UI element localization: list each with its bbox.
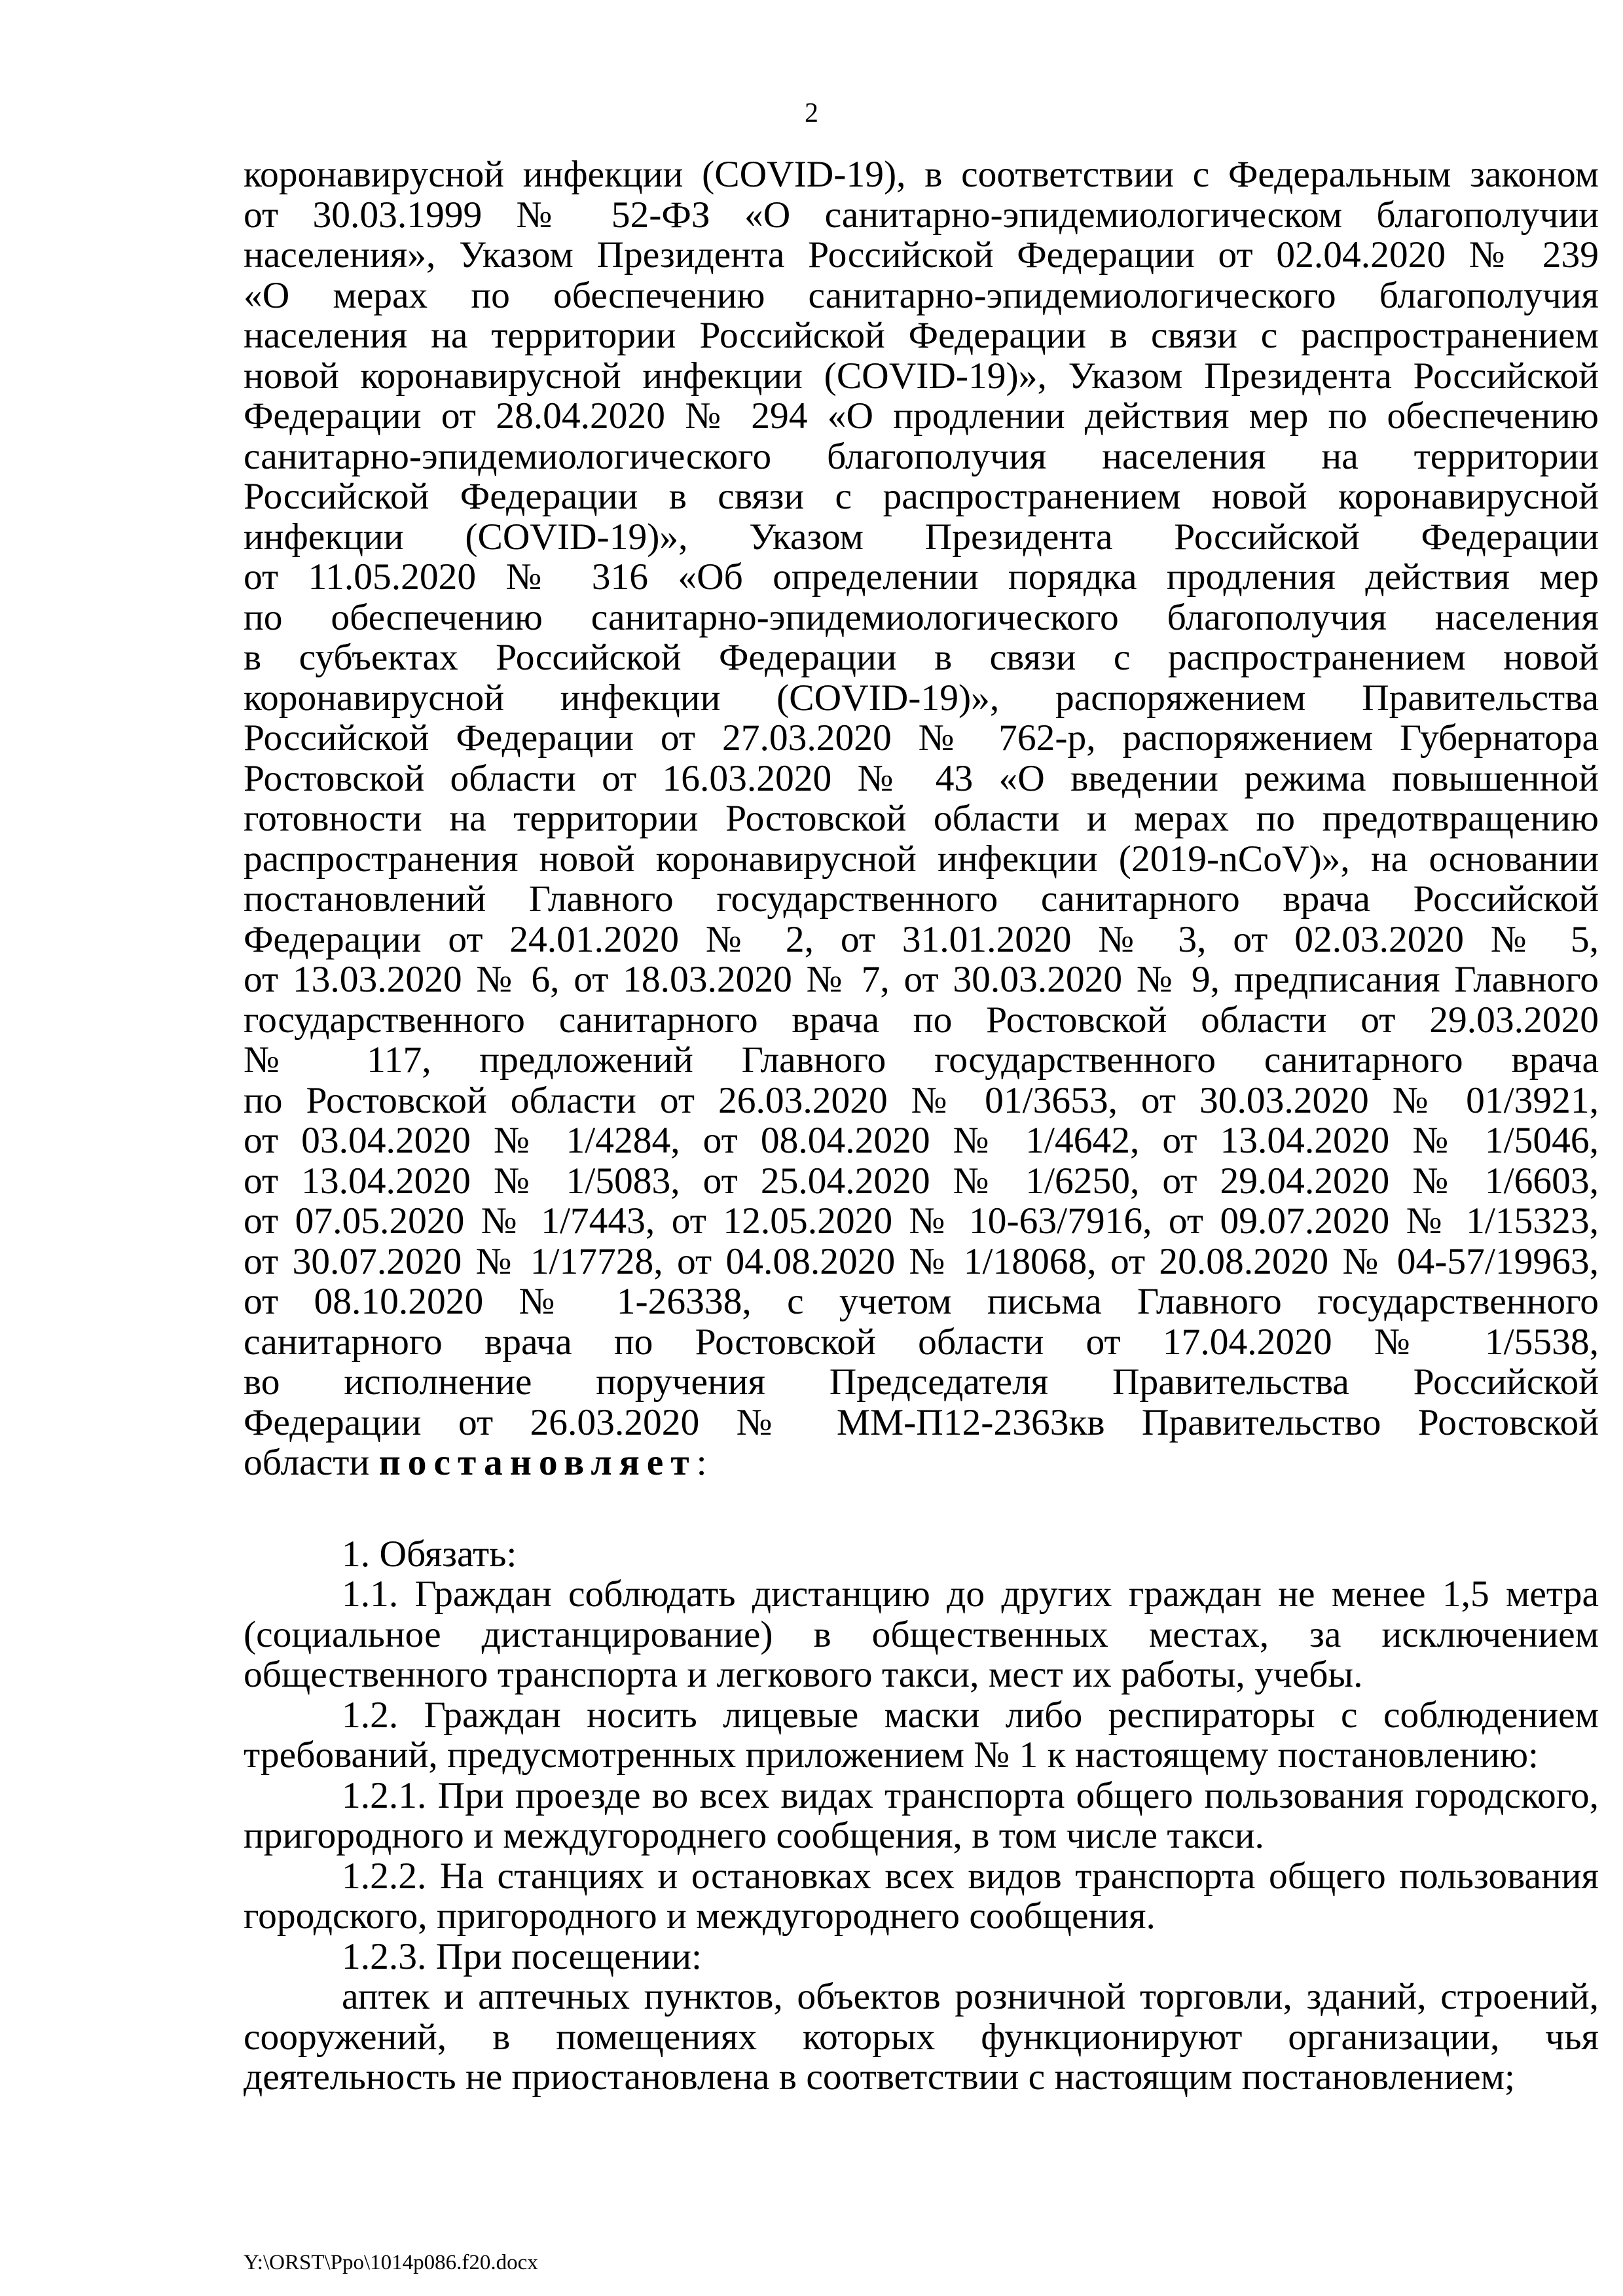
preamble-line: от 30.03.1999 № 52-ФЗ «О санитарно-эпидемиологическом благополучии [244,194,1599,236]
preamble-line: санитарного врача по Ростовской области от 17.04.2020 № 1/5538, [244,1321,1599,1363]
paragraph-1-2: 1.2. Граждан носить лицевые маски либо респираторы с соблюдением требований, предусмотренных приложением № 1 к настоящему постановлению: [244,1694,1599,1776]
paragraph-1-2-3: 1.2.3. При посещении: [342,1935,702,1977]
paragraph-1-2-1: 1.2.1. При проезде во всех видах транспорта общего пользования городского, пригородного и междугороднего сообщения, в том числе такси. [244,1774,1599,1856]
preamble-line: населения», Указом Президента Российской Федерации от 02.04.2020 № 239 [244,234,1599,276]
preamble-line: от 07.05.2020 № 1/7443, от 12.05.2020 № 10-63/7916, от 09.07.2020 № 1/15323, [244,1200,1599,1242]
preamble-line: коронавирусной инфекции (COVID-19)», распоряжением Правительства [244,677,1599,719]
preamble-line: постановлений Главного государственного санитарного врача Российской [244,878,1599,920]
preamble-line: № 117, предложений Главного государственного санитарного врача [244,1039,1599,1081]
decree-keyword: постановляет [378,1442,697,1483]
paragraph-pharmacies: аптек и аптечных пунктов, объектов розничной торговли, зданий, строений, сооружений, в помещениях которых функционируют организации, чья деятельность не приостановлена в соответствии с настоящим постановлением; [244,1976,1599,2098]
preamble-line: населения на территории Российской Федерации в связи с распространением [244,315,1599,356]
paragraph-1: 1. Обязать: [342,1533,517,1575]
preamble-last-prefix: области [244,1442,379,1483]
preamble-line: государственного санитарного врача по Ростовской области от 29.03.2020 [244,999,1599,1041]
preamble-line: от 08.10.2020 № 1-26338, с учетом письма Главного государственного [244,1281,1599,1322]
document-body [244,154,1599,2098]
preamble-line: Российской Федерации в связи с распространением новой коронавирусной [244,476,1599,517]
preamble-line: Федерации от 28.04.2020 № 294 «О продлении действия мер по обеспечению [244,395,1599,437]
paragraph-1-2-2: 1.2.2. На станциях и остановках всех видов транспорта общего пользования городского, пригородного и междугороднего сообщения. [244,1855,1599,1937]
preamble-line: от 13.03.2020 № 6, от 18.03.2020 № 7, от 30.03.2020 № 9, предписания Главного [244,959,1599,1000]
preamble-line: инфекции (COVID-19)», Указом Президента Российской Федерации [244,516,1599,558]
preamble [244,154,1599,1443]
preamble-line: в субъектах Российской Федерации в связи с распространением новой [244,637,1599,678]
preamble-line: новой коронавирусной инфекции (COVID-19)», Указом Президента Российской [244,355,1599,397]
preamble-line: от 11.05.2020 № 316 «Об определении порядка продления действия мер [244,556,1599,598]
section-gap [244,1483,1599,1534]
preamble-line: по обеспечению санитарно-эпидемиологического благополучия населения [244,596,1599,638]
preamble-line: санитарно-эпидемиологического благополучия населения на территории [244,435,1599,477]
preamble-line: Федерации от 26.03.2020 № ММ-П12-2363кв Правительство Ростовской [244,1401,1599,1443]
paragraph-1-1: 1.1. Граждан соблюдать дистанцию до других граждан не менее 1,5 метра (социальное дистанцирование) в общественных местах, за исключением общественного транспорта и легкового такси, мест их работы, учебы. [244,1573,1599,1695]
preamble-closing-line [244,1443,1599,1483]
preamble-line: готовности на территории Ростовской области и мерах по предотвращению [244,798,1599,839]
preamble-line: Ростовской области от 16.03.2020 № 43 «О введении режима повышенной [244,757,1599,799]
preamble-line: во исполнение поручения Председателя Правительства Российской [244,1361,1599,1403]
preamble-line: «О мерах по обеспечению санитарно-эпидемиологического благополучия [244,274,1599,316]
preamble-line: распространения новой коронавирусной инфекции (2019-nCoV)», на основании [244,838,1599,880]
footer-file-path: Y:\ORST\Ppo\1014p086.f20.docx [244,2251,538,2274]
preamble-line: от 30.07.2020 № 1/17728, от 04.08.2020 № 1/18068, от 20.08.2020 № 04-57/19963, [244,1240,1599,1282]
preamble-line: по Ростовской области от 26.03.2020 № 01/3653, от 30.03.2020 № 01/3921, [244,1079,1599,1121]
preamble-line: Федерации от 24.01.2020 № 2, от 31.01.2020 № 3, от 02.03.2020 № 5, [244,918,1599,960]
preamble-line: коронавирусной инфекции (COVID-19), в соответствии с Федеральным законом [244,154,1599,195]
page-number: 2 [805,98,818,128]
preamble-line: от 13.04.2020 № 1/5083, от 25.04.2020 № 1/6250, от 29.04.2020 № 1/6603, [244,1160,1599,1202]
preamble-line: Российской Федерации от 27.03.2020 № 762-р, распоряжением Губернатора [244,717,1599,759]
preamble-last-suffix: : [696,1442,707,1483]
preamble-line: от 03.04.2020 № 1/4284, от 08.04.2020 № 1/4642, от 13.04.2020 № 1/5046, [244,1120,1599,1161]
